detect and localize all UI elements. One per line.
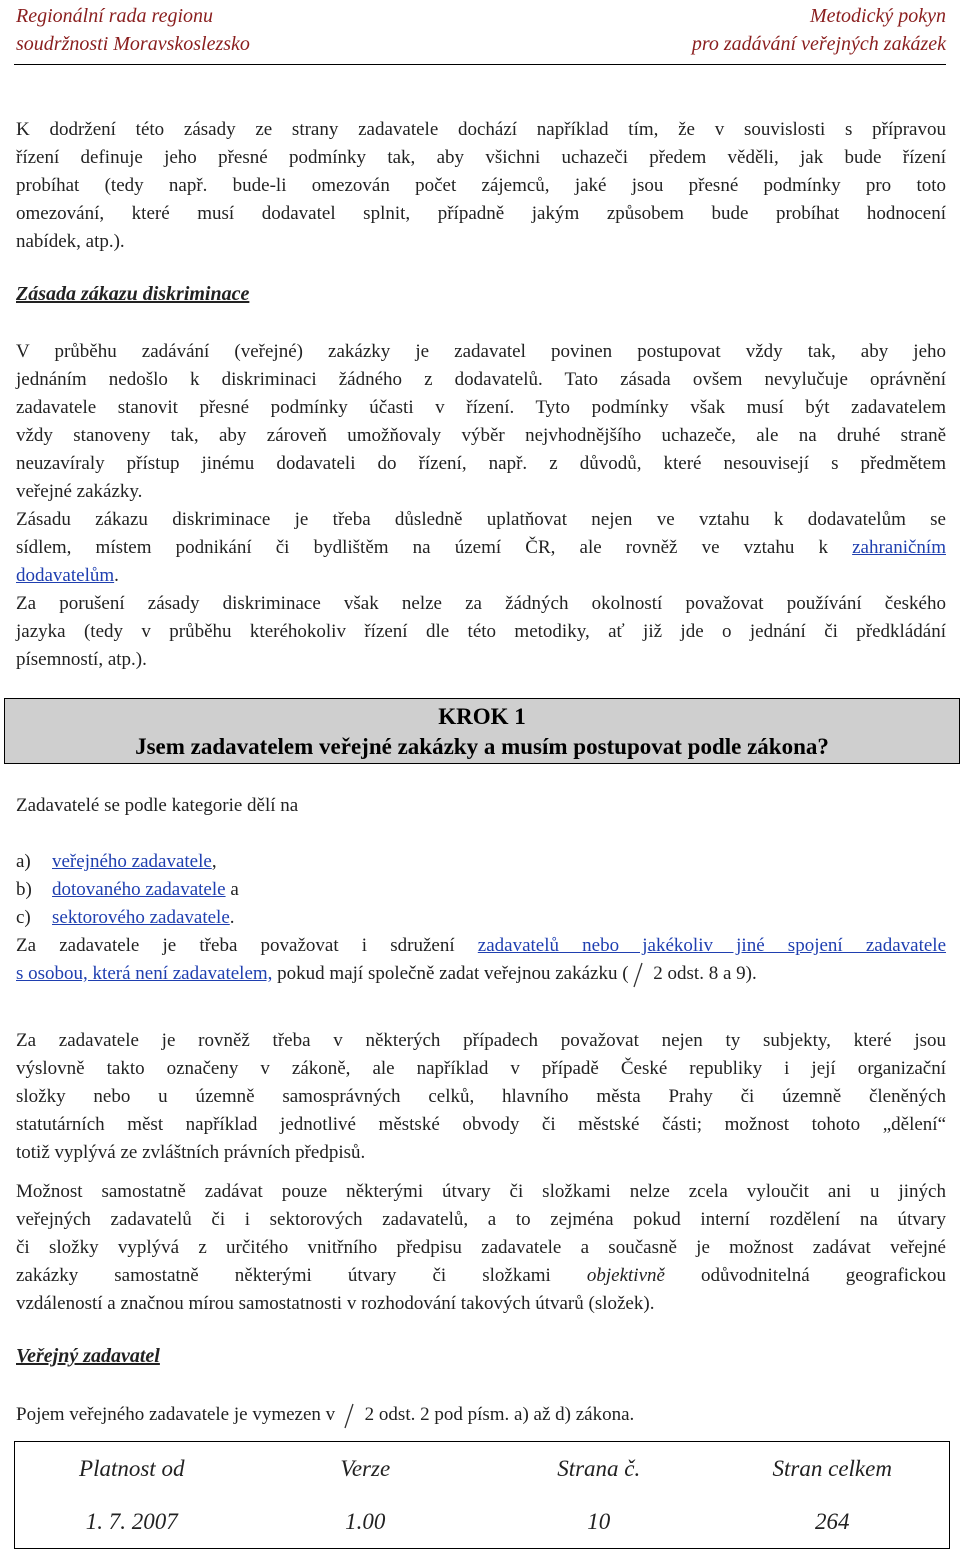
section-heading-discrimination: Zásada zákazu diskriminace (16, 283, 250, 305)
text-line: složky nebo u územně samosprávných celků, hlavního města Prahy či územně členěných (16, 1086, 946, 1107)
footer-value-version: 1.00 (345, 1508, 386, 1534)
intro-line: nabídek, atp.). (16, 231, 125, 252)
step-box (4, 698, 960, 764)
intro-line: řízení definuje jeho přesné podmínky tak, aby všichni uchazeči předem věděli, jak bude řízení (16, 147, 946, 168)
text-line: jazyka (tedy v průběhu kteréhokoliv řízení dle této metodiky, ať již jde o jednání či předkládání (16, 621, 946, 642)
intro-line: K dodržení této zásady ze strany zadavatele dochází například tím, že v souvislosti s přípravou (16, 119, 946, 140)
text-line: totiž vyplývá ze zvláštních právních předpisů. (16, 1142, 366, 1163)
text-span: zakázky samostatně některými útvary či složkami (16, 1265, 587, 1286)
text-line (16, 1262, 946, 1290)
link-sector-contracting-authority[interactable]: sektorového zadavatele (52, 907, 230, 928)
footer-value-page: 10 (587, 1508, 611, 1534)
text-line: V průběhu zadávání (veřejné) zakázky je zadavatel povinen postupovat vždy tak, aby jeho (16, 341, 946, 362)
text-line: statutárních měst například jednotlivé městské obvody či městské části; možnost tohoto „dělení“ (16, 1114, 946, 1135)
text-line (16, 932, 946, 960)
text-line: Zásadu zákazu diskriminace je třeba důsledně uplatňovat nejen ve vztahu k dodavatelům se (16, 509, 946, 530)
text-line: písemností, atp.). (16, 649, 147, 670)
text-line: či složky vyplývá z určitého vnitřního předpisu zadavatele a současně je možnost zadávat veřejné (16, 1237, 946, 1258)
text-span: 2 odst. 2 pod písm. a) až d) zákona. (359, 1404, 635, 1425)
list-marker: a) (16, 851, 31, 872)
section-heading-public-authority: Veřejný zadavatel (16, 1345, 160, 1367)
footer-label-page: Strana č. (557, 1455, 641, 1481)
header-org-line2: soudržnosti Moravskoslezsko (16, 33, 250, 55)
link-foreign-suppliers[interactable]: zahraničním (852, 537, 946, 558)
text-line (16, 562, 946, 590)
text-span: a (225, 879, 239, 900)
list-item (16, 904, 946, 932)
text-span: sídlem, místem podnikání či bydlištěm na území ČR, ale rovněž ve vztahu k (16, 537, 853, 558)
list-marker: b) (16, 879, 32, 900)
list-item (16, 848, 946, 876)
page-header (0, 0, 960, 62)
document-footer-table (14, 1441, 950, 1549)
public-authority-definition (16, 1401, 946, 1429)
text-span: Za zadavatele je třeba považovat i sdružení (16, 935, 478, 956)
emphasis-text: objektivně (586, 1265, 665, 1286)
list-marker: c) (16, 907, 31, 928)
text-line: neuzavíraly přístup jinému dodavateli do řízení, např. z důvodů, které nesouvisejí s předmětem (16, 453, 946, 474)
text-span: odůvodnitelná geografickou (664, 1265, 946, 1286)
footer-value-valid-from: 1. 7. 2007 (85, 1508, 178, 1534)
text-span: . (114, 565, 119, 586)
text-line (16, 960, 946, 988)
footer-label-valid-from: Platnost od (79, 1455, 185, 1481)
paragraph-independent-units (16, 1178, 946, 1318)
paragraph-units (16, 1027, 946, 1167)
text-line: Možnost samostatně zadávat pouze některými útvary či složkami nelze zcela vyloučit ani u jiných (16, 1181, 946, 1202)
text-line: jednáním nedošlo k diskriminaci žádného z dodavatelů. Tato zásada ovšem nevylučuje oprávnění (16, 369, 946, 390)
text-line (16, 1401, 946, 1429)
text-span: 2 odst. 8 a 9). (648, 963, 757, 984)
step-question: Jsem zadavatelem veřejné zakázky a musím postupovat podle zákona? (135, 734, 829, 759)
intro-paragraph (16, 116, 946, 256)
intro-line: probíhat (tedy např. bude-li omezován počet zájemců, jaké jsou přesné podmínky pro toto (16, 175, 946, 196)
discrimination-paragraph (16, 338, 946, 674)
header-right (692, 2, 946, 58)
text-span: pokud mají společně zadat veřejnou zakázku ( (272, 963, 629, 984)
text-line: veřejné zakázky. (16, 481, 143, 502)
text-line: zadavatele stanovit přesné podmínky účasti v řízení. Tyto podmínky však musí být zadavatelem (16, 397, 946, 418)
footer-label-total-pages: Stran celkem (772, 1455, 892, 1481)
step-number: KROK 1 (438, 704, 526, 729)
header-divider (14, 64, 946, 65)
link-association[interactable]: zadavatelů nebo jakékoliv jiné spojení zadavatele (477, 935, 947, 956)
footer-value-total-pages: 264 (815, 1508, 850, 1534)
categories-list (16, 848, 946, 988)
section-sign-icon (629, 964, 649, 986)
text-line: veřejných zadavatelů či i sektorových zadavatelů, a to zejména pokud interní rozdělení na útvary (16, 1209, 946, 1230)
link-public-contracting-authority[interactable]: veřejného zadavatele (52, 851, 212, 872)
link-subsidized-contracting-authority[interactable]: dotovaného zadavatele (52, 879, 226, 900)
text-line: vzdáleností a značnou mírou samostatnosti v rozhodování takových útvarů (složek). (16, 1293, 655, 1314)
header-org-line1: Regionální rada regionu (16, 5, 214, 27)
header-doc-line2: pro zadávání veřejných zakázek (691, 33, 946, 55)
footer-label-version: Verze (340, 1455, 391, 1481)
text-line: Za zadavatele je rovněž třeba v některých případech považovat nejen ty subjekty, které jsou (16, 1030, 946, 1051)
text-line: vždy stanoveny tak, aby zároveň umožňovaly výběr nejvhodnějšího uchazeče, ale na druhé straně (16, 425, 946, 446)
section-sign-icon (340, 1405, 360, 1427)
link-foreign-suppliers-cont[interactable]: dodavatelům (16, 565, 115, 586)
intro-line: omezování, které musí dodavatel splnit, případně jakým způsobem bude probíhat hodnocení (16, 203, 946, 224)
text-span: . (229, 907, 235, 928)
text-span: Pojem veřejného zadavatele je vymezen v (16, 1404, 340, 1425)
text-line (16, 534, 946, 562)
text-span: , (211, 851, 217, 872)
categories-intro: Zadavatelé se podle kategorie dělí na (16, 795, 299, 816)
header-doc-line1: Metodický pokyn (809, 5, 946, 27)
header-left (16, 2, 250, 58)
text-line: výslovně takto označeny v zákoně, ale například v případě České republiky i její organizační (16, 1058, 946, 1079)
link-association-cont[interactable]: s osobou, která není zadavatelem, (16, 963, 273, 984)
text-line: Za porušení zásady diskriminace však nelze za žádných okolností považovat používání českého (16, 593, 946, 614)
list-item (16, 876, 946, 904)
